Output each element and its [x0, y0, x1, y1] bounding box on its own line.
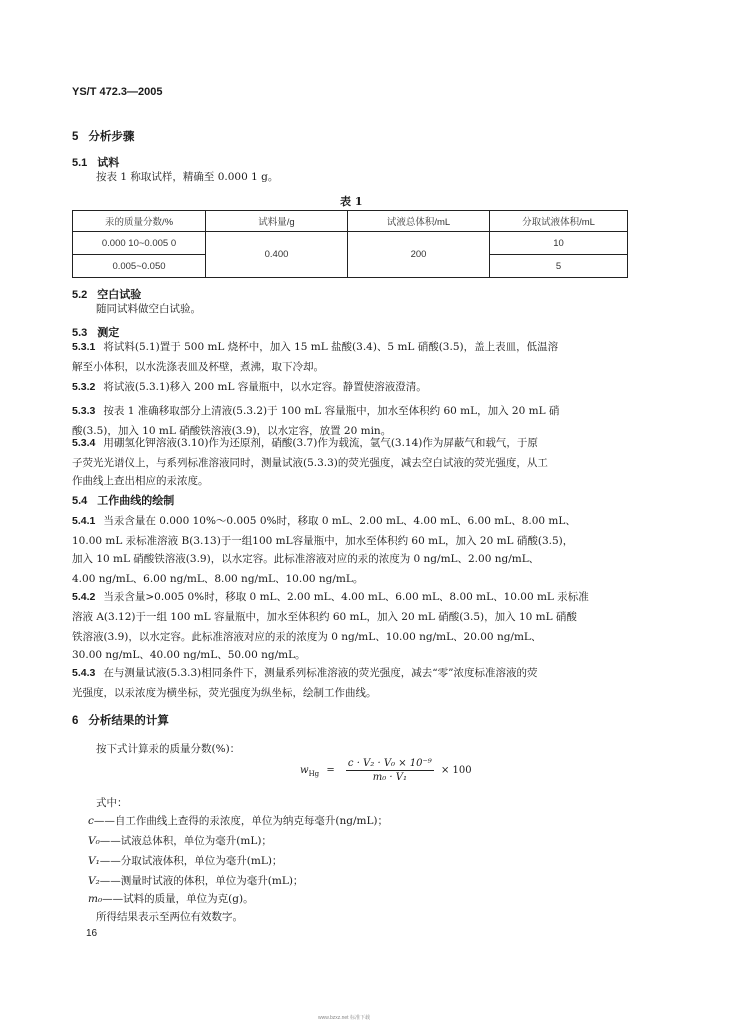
- formula-tail: × 100: [441, 765, 472, 776]
- table-cell-range: 0.005~0.050: [73, 255, 206, 278]
- clause-5-4-2-line: [72, 586, 589, 608]
- clause-5-3-3-line: 酸(3.5)，加入 10 mL 硝酸铁溶液(3.9)，以水定容，放置 20 min。: [72, 425, 392, 437]
- clause-text: 当汞含量在 0.000 10%～0.005 0%时，移取 0 mL、2.00 mL、4.00 mL、6.00 mL、8.00 mL、: [103, 515, 576, 527]
- footer-watermark: www.bzxz.net 标准下载: [318, 1015, 370, 1021]
- section-number: 5.4: [72, 495, 88, 507]
- clause-5-3-1-line: 解至小体积，以水洗涤表皿及杯壁，煮沸，取下冷却。: [72, 361, 324, 373]
- clause-5-4-1-line: 10.00 mL 汞标准溶液 B(3.13)于一组100 mL容量瓶中，加水至体积约 60 mL，加入 20 mL 硝酸(3.5)，: [72, 535, 574, 547]
- section-number: 5.3: [72, 327, 88, 339]
- table-header-cell: 试料量/g: [206, 211, 348, 232]
- variable-description: ——试料的质量，单位为克(g)。: [102, 893, 254, 905]
- clause-5-3-3-line: [72, 400, 559, 422]
- clause-number: 5.3.2: [72, 381, 96, 393]
- clause-5-4-2-line: 30.00 ng/mL、40.00 ng/mL、50.00 ng/mL。: [72, 649, 306, 661]
- formula-equals: =: [326, 765, 335, 776]
- formula-intro: 按下式计算汞的质量分数(%)：: [96, 743, 241, 755]
- section-number: 5: [72, 131, 79, 143]
- clause-5-3-4-line: 作曲线上查出相应的汞浓度。: [72, 475, 209, 487]
- clause-5-4-3-line: [72, 662, 538, 684]
- section-title: 分析步骤: [88, 129, 135, 143]
- section-6-heading: [72, 712, 169, 728]
- sample-mass-table: [72, 210, 628, 278]
- clause-text: 在与测量试液(5.3.3)相同条件下，测量系列标准溶液的荧光强度，减去“零”浓度标准溶液的荧: [103, 667, 538, 679]
- formula-fraction: [346, 758, 434, 783]
- formula-lhs-subscript: Hg: [308, 770, 320, 778]
- clause-text: 将试料(5.1)置于 500 mL 烧杯中，加入 15 mL 盐酸(3.4)、5 mL 硝酸(3.5)，盖上表皿，低温溶: [103, 341, 559, 353]
- clause-text: 用硼氢化钾溶液(3.10)作为还原剂，硝酸(3.7)作为载流，氩气(3.14)作为屏蔽气和载气，于原: [103, 437, 538, 449]
- clause-5-4-2-line: 铁溶液(3.9)，以水定容。此标准溶液对应的汞的浓度为 0 ng/mL、10.00 ng/mL、20.00 ng/mL、: [72, 631, 542, 643]
- formula-denominator: m₀ · V₁: [372, 772, 407, 783]
- clause-number: 5.3.4: [72, 437, 96, 449]
- clause-text: 按表 1 准确移取部分上清液(5.3.2)于 100 mL 容量瓶中，加水至体积约 60 mL，加入 20 mL 硝: [103, 405, 560, 417]
- clause-5-4-3-line: 光强度，以汞浓度为横坐标，荧光强度为纵坐标，绘制工作曲线。: [72, 687, 377, 699]
- section-title: 试料: [97, 156, 120, 169]
- table-header-cell: 试液总体积/mL: [348, 211, 490, 232]
- standard-code: YS/T 472.3—2005: [72, 86, 163, 98]
- table-caption: 表 1: [340, 195, 363, 208]
- formula-numerator: c · V₂ · V₀ × 10⁻⁹: [347, 758, 432, 769]
- variable-description: ——测量时试液的体积，单位为毫升(mL)；: [99, 875, 304, 887]
- section-title: 空白试验: [97, 288, 142, 301]
- section-5-1-text: 按表 1 称取试样，精确至 0.000 1 g。: [96, 171, 279, 183]
- section-5-heading: [72, 128, 134, 144]
- clause-5-3-4-line: [72, 432, 538, 454]
- variable-symbol: V₀: [88, 835, 100, 847]
- clause-number: 5.3.3: [72, 405, 96, 417]
- clause-number: 5.3.1: [72, 341, 96, 353]
- clause-5-4-2-line: 溶液 A(3.12)于一组 100 mL 容量瓶中，加水至体积约 60 mL，加入 20 mL 硝酸(3.5)，加入 10 mL 硝酸: [72, 611, 577, 623]
- clause-number: 5.4.2: [72, 591, 96, 603]
- section-number: 5.2: [72, 289, 88, 301]
- clause-5-4-1-line: [72, 510, 576, 532]
- variable-symbol: V₁: [88, 855, 100, 867]
- section-title: 工作曲线的绘制: [97, 494, 175, 507]
- clause-5-4-1-line: 加入 10 mL 硝酸铁溶液(3.9)，以水定容。此标准溶液对应的汞的浓度为 0 ng/mL、2.00 ng/mL、: [72, 553, 540, 565]
- table-cell-mass: 0.400: [206, 232, 348, 278]
- clause-5-3-1-line: [72, 336, 558, 358]
- section-5-4-heading: [72, 492, 174, 508]
- variable-symbol: V₂: [88, 875, 100, 887]
- mass-fraction-formula: [300, 758, 472, 783]
- result-precision-note: 所得结果表示至两位有效数字。: [96, 911, 243, 923]
- page-number: 16: [86, 928, 98, 939]
- section-number: 6: [72, 715, 79, 727]
- section-title: 分析结果的计算: [88, 713, 169, 727]
- formula-lhs: w: [300, 765, 309, 776]
- variable-description: ——分取试液体积，单位为毫升(mL)；: [99, 855, 283, 867]
- table-header-row: [73, 211, 628, 232]
- clause-5-3-2-line: [72, 376, 427, 398]
- variable-description: ——自工作曲线上查得的汞浓度，单位为纳克每毫升(ng/mL)；: [93, 815, 389, 827]
- clause-5-3-4-line: 子荧光光谱仪上，与系列标准溶液同时，测量试液(5.3.3)的荧光强度，减去空白试液的荧光强度，从工: [72, 457, 548, 469]
- variable-description: ——试液总体积，单位为毫升(mL)；: [99, 835, 272, 847]
- section-title: 测定: [97, 326, 120, 339]
- table-row: [73, 232, 628, 255]
- table-cell-aliquot: 5: [490, 255, 628, 278]
- variable-definition: [88, 830, 272, 852]
- table-cell-volume: 200: [348, 232, 490, 278]
- variable-symbol: m₀: [88, 893, 103, 905]
- where-label: 式中：: [96, 797, 128, 809]
- clause-number: 5.4.1: [72, 515, 96, 527]
- table-header-cell: 汞的质量分数/%: [73, 211, 206, 232]
- clause-text: 将试液(5.3.1)移入 200 mL 容量瓶中，以水定容。静置使溶液澄清。: [103, 381, 427, 393]
- variable-symbol: c: [88, 815, 94, 827]
- section-number: 5.1: [72, 157, 88, 169]
- clause-5-4-1-line: 4.00 ng/mL、6.00 ng/mL、8.00 ng/mL、10.00 ng/mL。: [72, 573, 364, 585]
- variable-definition: [88, 810, 388, 832]
- clause-text: 当汞含量>0.005 0%时，移取 0 mL、2.00 mL、4.00 mL、6.00 mL、8.00 mL、10.00 mL 汞标准: [103, 591, 589, 603]
- section-5-2-text: 随同试料做空白试验。: [96, 303, 201, 315]
- table-cell-aliquot: 10: [490, 232, 628, 255]
- variable-definition: [88, 850, 282, 872]
- clause-number: 5.4.3: [72, 667, 96, 679]
- table-header-cell: 分取试液体积/mL: [490, 211, 628, 232]
- table-cell-range: 0.000 10~0.005 0: [73, 232, 206, 255]
